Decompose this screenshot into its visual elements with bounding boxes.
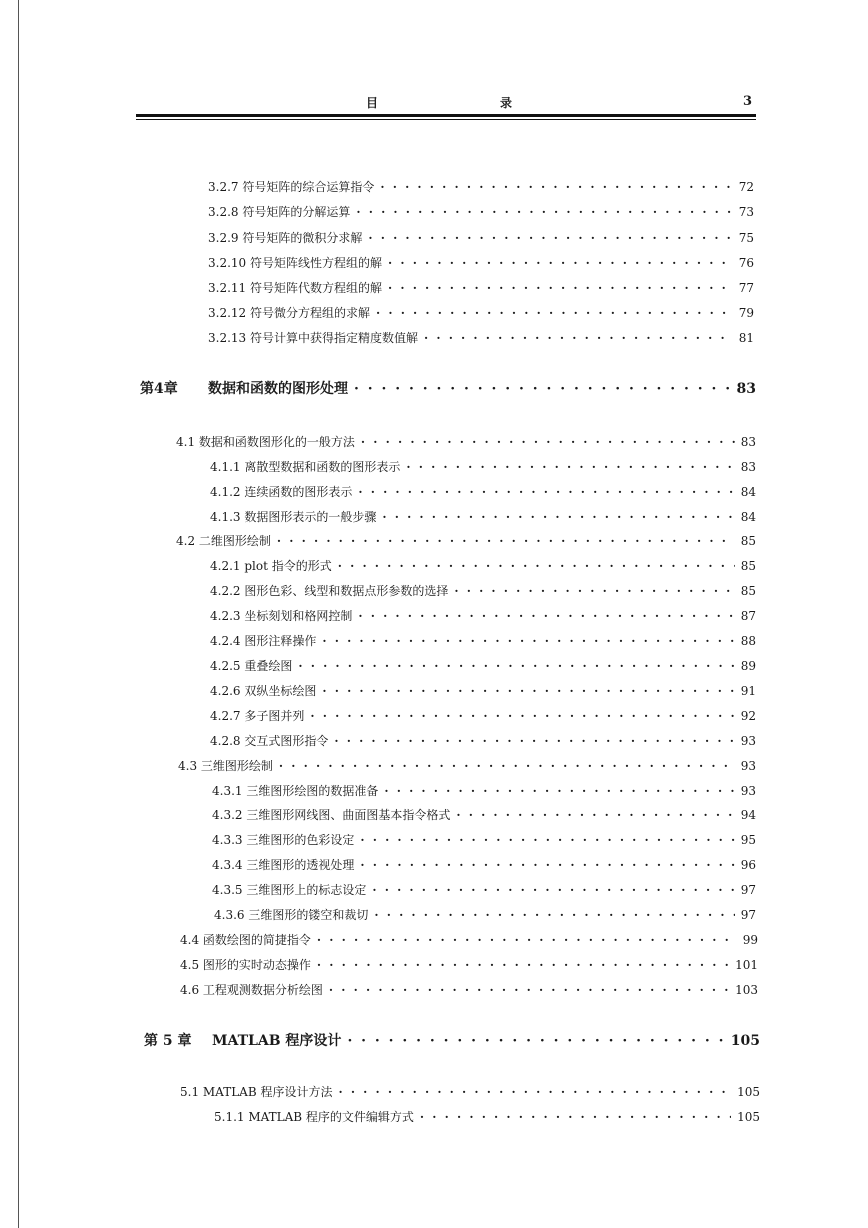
- toc-leader: [360, 858, 734, 872]
- toc-leader: [338, 1085, 731, 1099]
- toc-page: 105: [730, 1033, 760, 1049]
- toc-entry: [210, 632, 756, 649]
- toc-label: 4.4 函数绘图的简捷指令: [180, 933, 311, 947]
- toc-leader: [380, 180, 732, 194]
- toc-entry: [210, 682, 756, 699]
- toc-label: 4.3.4 三维图形的透视处理: [212, 858, 355, 872]
- toc-leader: [361, 435, 735, 449]
- toc-leader: [454, 584, 734, 598]
- toc-leader: [456, 808, 734, 822]
- toc-label: 4.3.2 三维图形网线图、曲面图基本指令格式: [212, 808, 451, 822]
- toc-leader: [322, 634, 734, 648]
- toc-page: 103: [735, 983, 758, 997]
- toc-label: 4.2.1 plot 指令的形式: [210, 559, 332, 573]
- toc-label: 4.1.3 数据图形表示的一般步骤: [210, 510, 377, 524]
- toc-label: 3.2.11 符号矩阵代数方程组的解: [208, 281, 382, 295]
- toc-entry: [212, 806, 756, 823]
- toc-entry: [210, 582, 756, 599]
- toc-entry: [180, 981, 758, 998]
- toc-entry: [208, 279, 754, 296]
- page-header: [136, 88, 756, 124]
- toc-page: 92: [740, 709, 756, 723]
- toc-entry: [208, 178, 754, 195]
- toc-leader: [356, 205, 732, 219]
- toc-page: 77: [738, 281, 754, 295]
- toc-label: 4.3.5 三维图形上的标志设定: [212, 883, 367, 897]
- chapter-number: 第4章: [140, 381, 178, 397]
- toc-entry: [180, 1083, 760, 1100]
- toc-page: 97: [740, 908, 756, 922]
- toc-entry: [208, 229, 754, 246]
- toc-label: 4.3.6 三维图形的镂空和裁切: [214, 908, 369, 922]
- header-right: 录: [500, 96, 513, 110]
- toc-label: 5.1.1 MATLAB 程序的文件编辑方式: [214, 1110, 414, 1124]
- toc-page: 87: [740, 609, 756, 623]
- toc-entry: [210, 732, 756, 749]
- toc-label: 数据和函数的图形处理: [208, 381, 348, 397]
- toc-leader: [354, 381, 731, 397]
- toc-entry: [210, 557, 756, 574]
- toc-label: 4.2.7 多子图并列: [210, 709, 305, 723]
- toc-leader: [358, 485, 734, 499]
- toc-leader: [317, 958, 729, 972]
- header-rule-thin: [136, 119, 756, 120]
- toc-entry: [214, 1108, 760, 1125]
- toc-label: 4.1.1 离散型数据和函数的图形表示: [210, 460, 401, 474]
- toc-page: 81: [738, 331, 754, 345]
- toc-label: 4.2.6 双纵坐标绘图: [210, 684, 317, 698]
- toc-page: 75: [738, 231, 754, 245]
- toc-page: 93: [740, 784, 756, 798]
- toc-entry: [212, 782, 756, 799]
- binding-line: [18, 0, 19, 1228]
- toc-page: 84: [740, 485, 756, 499]
- toc-leader: [279, 759, 735, 773]
- toc-label: 4.3.1 三维图形绘图的数据准备: [212, 784, 379, 798]
- toc-leader: [298, 659, 734, 673]
- toc-leader: [374, 908, 734, 922]
- toc-leader: [368, 231, 732, 245]
- toc-label: 4.6 工程观测数据分析绘图: [180, 983, 323, 997]
- toc-page: 91: [740, 684, 756, 698]
- toc-entry: [178, 757, 756, 774]
- toc-label: 4.2 二维图形绘制: [176, 534, 271, 548]
- toc-label: 4.5 图形的实时动态操作: [180, 958, 311, 972]
- toc-leader: [388, 281, 733, 295]
- toc-page: 85: [740, 584, 756, 598]
- toc-entry: [210, 607, 756, 624]
- toc-leader: [376, 306, 733, 320]
- toc-entry: [176, 532, 756, 549]
- toc-page: 105: [737, 1110, 760, 1124]
- toc-leader: [382, 510, 734, 524]
- toc-label: 4.2.2 图形色彩、线型和数据点形参数的选择: [210, 584, 449, 598]
- toc-page: 89: [740, 659, 756, 673]
- toc-label: 4.1.2 连续函数的图形表示: [210, 485, 353, 499]
- toc-leader: [420, 1110, 731, 1124]
- toc-entry: [180, 956, 758, 973]
- toc-leader: [372, 883, 734, 897]
- toc-entry: [208, 254, 754, 271]
- toc-entry: [210, 483, 756, 500]
- toc-page: 72: [738, 180, 754, 194]
- toc-entry: [210, 707, 756, 724]
- toc-label: 5.1 MATLAB 程序设计方法: [180, 1085, 333, 1099]
- toc-leader: [360, 833, 734, 847]
- toc-page: 84: [740, 510, 756, 524]
- toc-entry: [212, 831, 756, 848]
- toc-label: 4.1 数据和函数图形化的一般方法: [176, 435, 355, 449]
- toc-leader: [322, 684, 734, 698]
- toc-label: 4.3.3 三维图形的色彩设定: [212, 833, 355, 847]
- toc-page: 85: [740, 559, 756, 573]
- toc-label: 3.2.10 符号矩阵线性方程组的解: [208, 256, 382, 270]
- toc-page: 101: [735, 958, 758, 972]
- toc-entry: [210, 657, 756, 674]
- header-rule-thick: [136, 114, 756, 117]
- toc-page: 93: [740, 759, 756, 773]
- toc-page: 97: [740, 883, 756, 897]
- toc-page: 93: [740, 734, 756, 748]
- toc-label: 3.2.12 符号微分方程组的求解: [208, 306, 370, 320]
- chapter-number: 第 5 章: [144, 1033, 192, 1049]
- toc-leader: [384, 784, 734, 798]
- page-number: 3: [742, 94, 752, 109]
- toc-label: 3.2.8 符号矩阵的分解运算: [208, 205, 351, 219]
- toc-page: 94: [740, 808, 756, 822]
- toc-leader: [358, 609, 734, 623]
- toc-page: 85: [740, 534, 756, 548]
- toc-label: 3.2.9 符号矩阵的微积分求解: [208, 231, 363, 245]
- toc-page: 95: [740, 833, 756, 847]
- toc-page: 76: [738, 256, 754, 270]
- toc-chapter-entry: [140, 378, 756, 398]
- toc-page: 83: [736, 381, 756, 397]
- toc-entry: [212, 881, 756, 898]
- toc-label: 4.3 三维图形绘制: [178, 759, 273, 773]
- toc-page: 96: [740, 858, 756, 872]
- toc-leader: [317, 933, 737, 947]
- toc-chapter-entry: [144, 1030, 760, 1050]
- toc-label: 4.2.5 重叠绘图: [210, 659, 293, 673]
- toc-entry: [208, 329, 754, 346]
- toc-page: 79: [738, 306, 754, 320]
- toc-entry: [210, 508, 756, 525]
- toc-page: 99: [742, 933, 758, 947]
- toc-label: MATLAB 程序设计: [212, 1033, 342, 1049]
- toc-label: 4.2.8 交互式图形指令: [210, 734, 329, 748]
- toc-leader: [424, 331, 733, 345]
- toc-entry: [208, 304, 754, 321]
- toc-leader: [334, 734, 734, 748]
- toc-leader: [310, 709, 734, 723]
- toc-page: 83: [740, 460, 756, 474]
- toc-leader: [406, 460, 734, 474]
- toc-page: 88: [740, 634, 756, 648]
- header-left: 目: [366, 96, 379, 110]
- toc-entry: [210, 458, 756, 475]
- toc-entry: [208, 203, 754, 220]
- toc-label: 4.2.3 坐标刻划和格网控制: [210, 609, 353, 623]
- toc-page: 73: [738, 205, 754, 219]
- toc-leader: [277, 534, 735, 548]
- toc-entry: [180, 931, 758, 948]
- toc-label: 3.2.13 符号计算中获得指定精度数值解: [208, 331, 418, 345]
- toc-entry: [176, 433, 756, 450]
- toc-leader: [329, 983, 729, 997]
- toc-label: 3.2.7 符号矩阵的综合运算指令: [208, 180, 375, 194]
- toc-entry: [214, 906, 756, 923]
- toc-leader: [338, 559, 735, 573]
- toc-page: 105: [737, 1085, 760, 1099]
- toc-page: 83: [740, 435, 756, 449]
- toc-leader: [347, 1033, 724, 1049]
- toc-entry: [212, 856, 756, 873]
- toc-leader: [388, 256, 733, 270]
- toc-label: 4.2.4 图形注释操作: [210, 634, 317, 648]
